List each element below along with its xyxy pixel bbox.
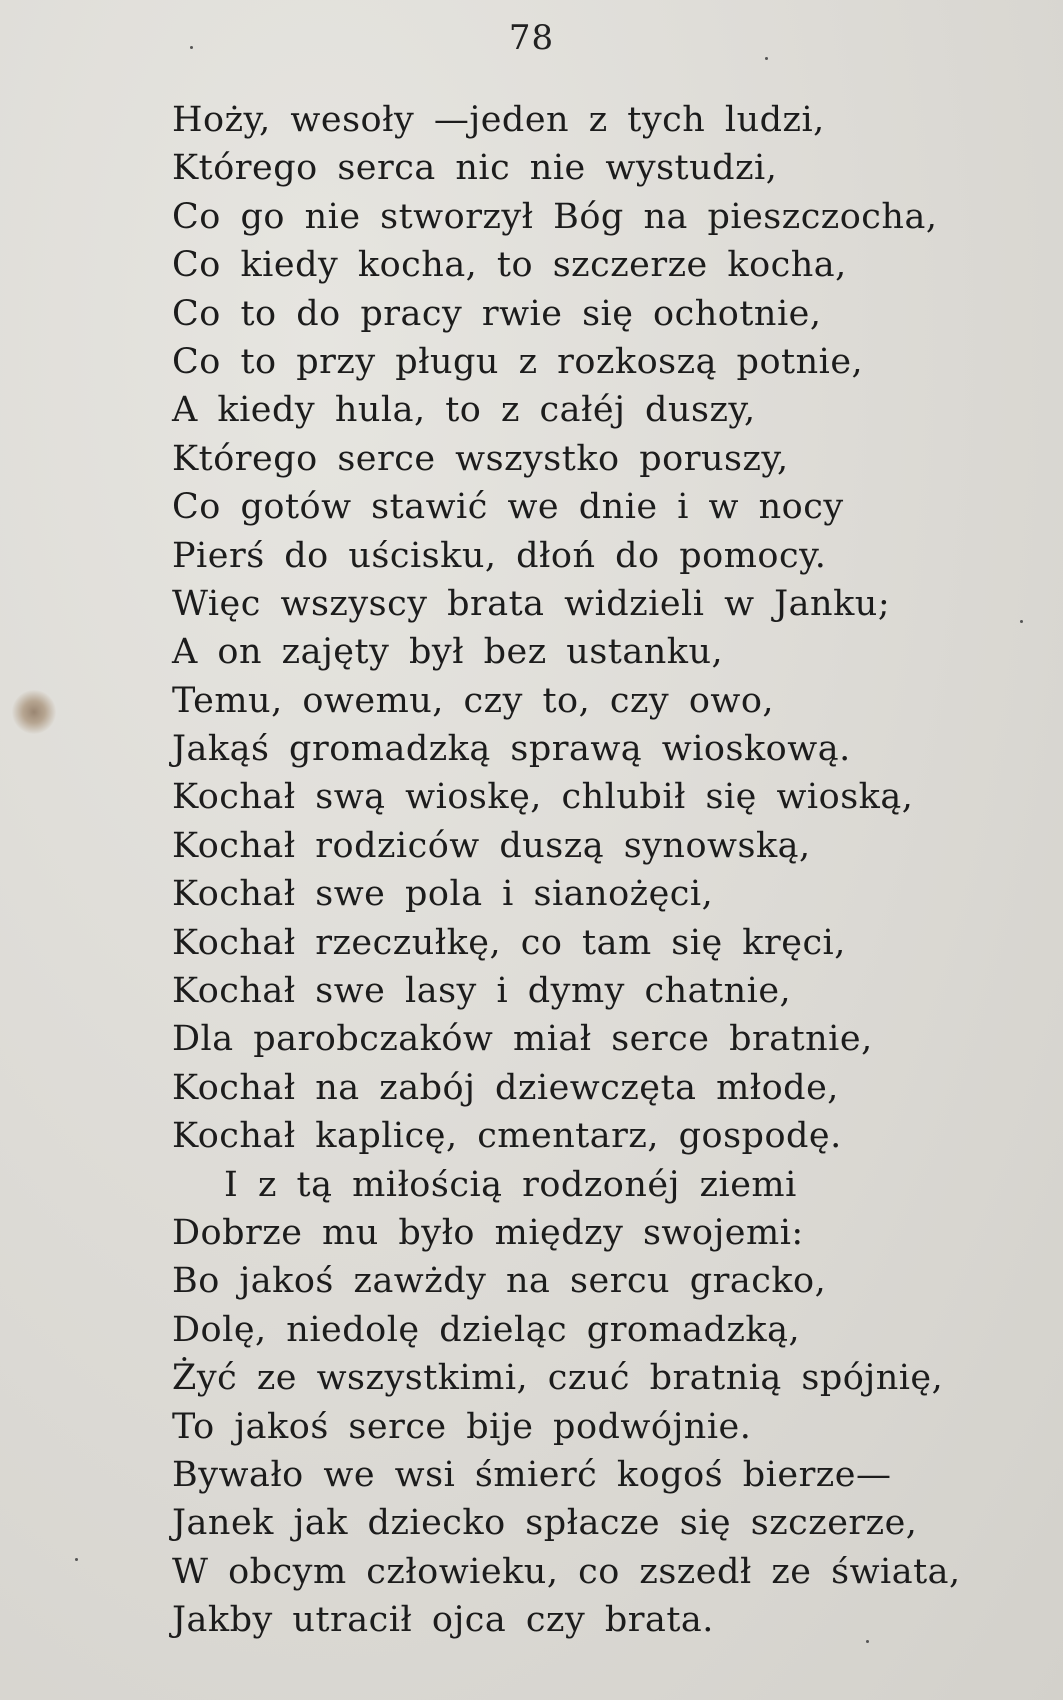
verse-line: Bo jakoś zawżdy na sercu gracko, [172,1261,827,1302]
verse-line: Kochał swe pola i sianożęci, [172,874,714,915]
verse-line: Kochał kaplicę, cmentarz, gospodę. [172,1116,842,1157]
verse-line: Co to do pracy rwie się ochotnie, [172,293,822,334]
verse-line: Co gotów stawić we dnie i w nocy [172,487,844,528]
verse-line: Kochał na zabój dziewczęta młode, [172,1067,839,1108]
verse-line: Dolę, niedolę dzieląc gromadzką, [172,1309,801,1350]
verse-line: Dla parobczaków miał serce bratnie, [172,1019,873,1060]
verse-line: Jakąś gromadzką sprawą wioskową. [172,729,851,770]
verse-line: A on zajęty był bez ustanku, [172,632,724,673]
paper-speck [75,1558,78,1561]
verse-line: Co to przy pługu z rozkoszą potnie, [172,341,864,382]
verse-line: Kochał swe lasy i dymy chatnie, [172,971,792,1012]
verse-line: Żyć ze wszystkimi, czuć bratnią spójnię, [172,1358,944,1399]
page-number: 78 [508,18,555,58]
verse-line: W obcym człowieku, co zszedł ze świata, [172,1551,961,1592]
paper-stain [12,690,56,734]
verse-line: I z tą miłością rodzonéj ziemi [224,1164,797,1205]
verse-line: Pierś do uścisku, dłoń do pomocy. [172,535,827,576]
verse-line: Temu, owemu, czy to, czy owo, [172,680,775,721]
verse-line: Janek jak dziecko spłacze się szczerze, [172,1503,918,1544]
verse-line: Jakby utracił ojca czy brata. [172,1600,714,1641]
verse-line: Dobrze mu było między swojemi: [172,1212,804,1253]
verse-line: Więc wszyscy brata widzieli w Janku; [172,583,891,624]
verse-line: Kochał swą wioskę, chlubił się wioską, [172,777,914,818]
verse-line: Co kiedy kocha, to szczerze kocha, [172,245,847,286]
verse-line: Bywało we wsi śmierć kogoś bierze— [172,1454,892,1495]
verse-line: A kiedy hula, to z całéj duszy, [172,390,756,431]
verse-line: Którego serce wszystko poruszy, [172,438,789,479]
verse-line: To jakoś serce bije podwójnie. [172,1406,752,1447]
poem-text [172,96,1003,1645]
verse-line: Którego serca nic nie wystudzi, [172,148,778,189]
verse-line: Kochał rzeczułkę, co tam się kręci, [172,922,846,963]
verse-line: Co go nie stworzył Bóg na pieszczocha, [172,196,938,237]
verse-line: Hoży, wesoły —jeden z tych ludzi, [172,100,825,140]
paper-speck [1020,620,1023,623]
verse-line: Kochał rodziców duszą synowską, [172,825,811,866]
